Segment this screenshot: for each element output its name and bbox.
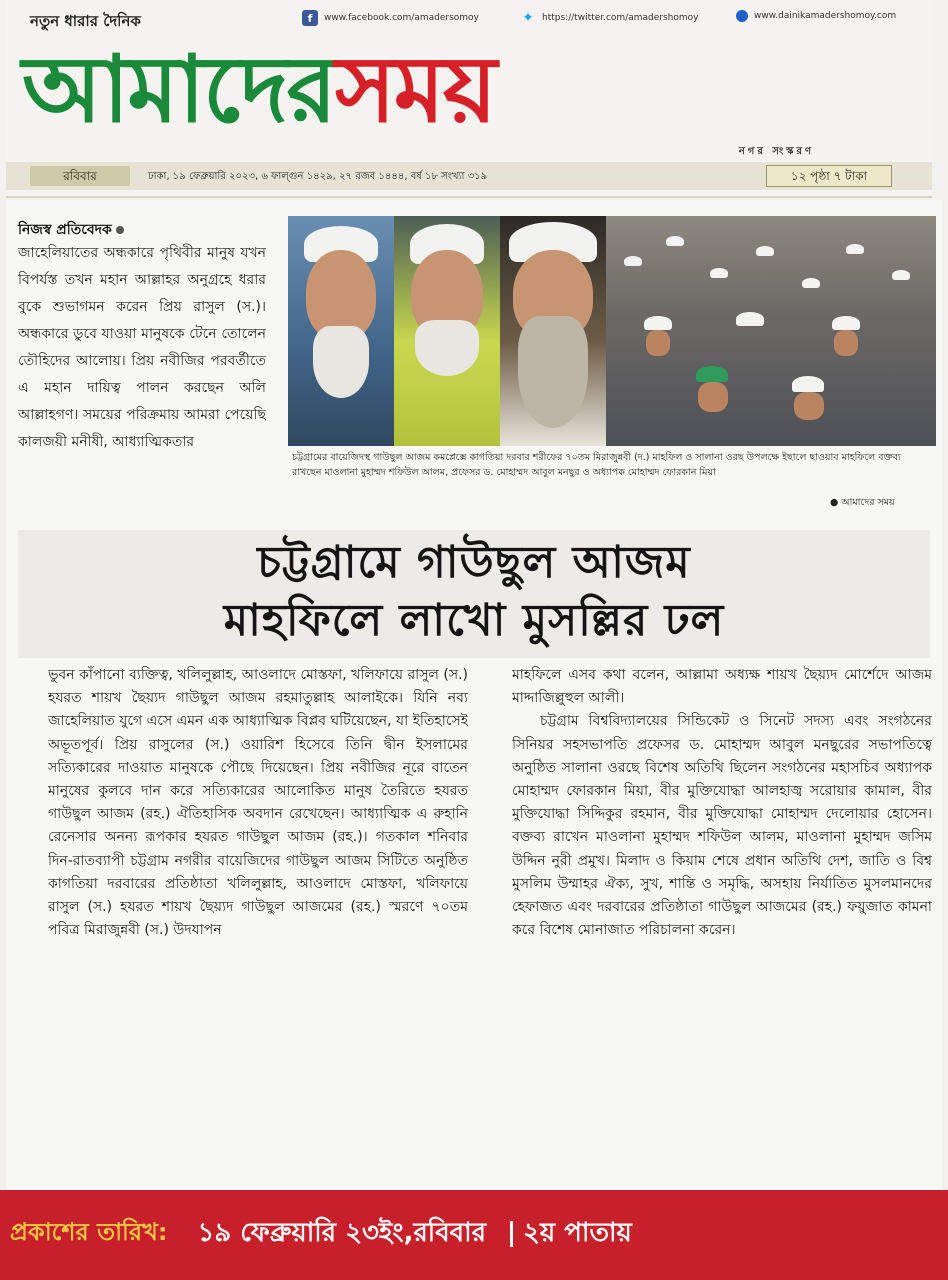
website-link[interactable] [736,10,896,22]
newspaper-title [22,30,926,150]
crowd-cap [710,268,728,278]
lead-paragraph: জাহেলিয়াতের অন্ধকারে পৃথিবীর মানুষ যখন বিপর্যস্ত তখন মহান আল্লাহর অনুগ্রহে ধরার বুকে শুভাগমন করেন প্রিয় রাসুল (স.)। অন্ধকারে ডুবে যাওয়া মানুষকে টেনে তোলেন তৌহিদের আলোয়। প্রিয় নবীজির পরবর্তীতে এ মহান দায়িত্ব পালন করছেন অলি আল্লাহগণ। সময়ের পরিক্রমায় আমরা পেয়েছি কালজয়ী মনীষী, আধ্যাত্মিকতার [18,245,266,450]
dateline-bar [6,162,932,190]
article-clipping [6,200,942,1190]
twitter-icon: ✦ [522,10,534,26]
edition-label: নগর সংস্করণ [738,146,814,157]
website-url: www.dainikamadershomoy.com [754,11,897,21]
title-green-part: আমাদের [22,36,335,143]
body-paragraph: চট্টগ্রাম বিশ্ববিদ্যালয়ের সিন্ডিকেট ও সিনেট সদস্য এবং সংগঠনের সিনিয়র সহসভাপতি প্রফেসর ড. মোহাম্মদ আবুল মনছুরের সভাপতিত্বে অনুষ্ঠিত সালানা ওরছে বিশেষ অতিথি ছিলেন সংগঠনের মহাসচিব অধ্যাপক মোহাম্মদ ফোরকান মিয়া, বীর মুক্তিযোদ্ধা আলহাজ্ব সরোয়ার কামাল, বীর মুক্তিযোদ্ধা সিদ্দিকুর রহমান, বীর মুক্তিযোদ্ধা মোহাম্মদ দেলোয়ার হোসেন। বক্তব্য রাখেন মাওলানা মুহাম্মদ শফিউল আলম, মাওলানা মুহাম্মদ জসিম উদ্দিন নুরী প্রমুখ। মিলাদ ও কিয়াম শেষে প্রধান অতিথি দেশ, জাতি ও বিশ্ব মুসলিম উম্মাহর ঐক্য, সুখ, শান্তি ও সমৃদ্ধি, অসহায় নির্যাতিত মুসলমানদের হেফাজত এবং দরবারের প্রতিষ্ঠাতা গাউছুল আজমের (রহ.) ফয়ুজাত কামনা করে বিশেষ মোনাজাত পরিচালনা করেন। [512,713,932,939]
crowd-face [794,392,824,420]
crowd-face [834,330,858,356]
publication-date-banner [0,1190,948,1280]
tagline: নতুন ধারার দৈনিক [30,12,141,30]
body-paragraph: মাহফিলে এসব কথা বলেন, আল্লামা অধ্যক্ষ শায়খ ছৈয়্যদ মোর্শেদে আজম মাদ্দাজিল্লুহুল আলী। [512,667,932,707]
photo-credit: ● আমাদের সময় [830,497,895,508]
dateline-text: ঢাকা, ১৯ ফেব্রুয়ারি ২০২৩, ৬ ফাল্গুন ১৪২৯, ২৭ রজব ১৪৪৪, বর্ষ ১৮ সংখ্যা ৩১৯ [148,171,488,182]
crowd-cap [802,278,820,288]
byline-text: নিজস্ব প্রতিবেদক [18,222,112,238]
body-column-1 [48,664,468,1176]
price-label: ১২ পৃষ্ঠা ৭ টাকা [766,165,892,187]
masthead [6,0,932,198]
publication-date: ১৯ ফেব্রুয়ারি ২৩ইং,রবিবার [197,1218,486,1248]
crowd-cap [644,316,672,330]
beard-shape [313,326,369,398]
crowd-cap [736,312,764,326]
photo-speaker-3 [500,216,606,446]
crowd-cap [666,236,684,246]
facebook-icon: f [302,10,318,26]
crowd-face [698,382,728,412]
twitter-url: https://twitter.com/amadershomoy [542,13,699,23]
title-red-part: সময় [334,36,496,143]
banner-content [0,1214,948,1254]
crowd-cap [792,376,824,392]
crowd-cap [756,246,774,256]
crowd-cap [832,316,860,330]
crowd-cap [624,256,642,266]
photo-speaker-2 [394,216,500,446]
crowd-face [646,330,670,356]
bullet-icon [116,226,124,234]
photo-crowd [606,216,936,446]
globe-icon [736,10,748,22]
body-column-2 [512,664,932,1176]
publication-label: প্রকাশের তারিখ: [10,1218,168,1246]
headline-line-1: চট্টগ্রামে গাউছুল আজম [257,537,691,588]
headline-line-2: মাহফিলে লাখো মুসল্লির ঢল [223,595,725,646]
photo-caption: চট্টগ্রামের বায়েজিদস্থ গাউছুল আজম কমপ্লেক্সে কাগতিয়া দরবার শরীফের ৭০তম মিরাজুন্নবী (দ.) মাহফিল ও সালানা ওরছ উপলক্ষে ইছালে ছাওয়াব মাহফিলে বক্তব্য রাখছেন মাওলানা মুহাম্মদ শফিউল আলম, প্রফেসর ড. মোহাম্মদ আবুল মনছুর ও অধ্যাপক মোহাম্মদ ফোরকান মিয়া [292,452,901,478]
banner-separator [510,1221,513,1247]
twitter-link[interactable] [520,10,698,26]
headline [18,530,930,658]
byline [18,218,124,242]
crowd-cap [892,270,910,280]
beard-shape [415,320,479,376]
page-reference: ২য় পাতায় [523,1218,632,1248]
photo-strip [288,216,936,446]
photo-speaker-1 [288,216,394,446]
facebook-url: www.facebook.com/amadersomoy [324,13,479,23]
crowd-cap [846,244,864,254]
crowd-cap [696,366,728,382]
body-paragraph: ভুবন কাঁপানো ব্যক্তিত্ব, খলিলুল্লাহ, আওলাদে মোস্তফা, খলিফায়ে রাসুল (স.) হযরত শায়খ ছৈয়্যদ গাউছুল আজম রহমাতুল্লাহ আলাইকে। যিনি নব্য জাহেলিয়াত যুগে এসে এমন এক আধ্যাত্মিক বিপ্লব ঘটিয়েছেন, যা ইতিহাসেই অভূতপূর্ব। প্রিয় রাসুলের (স.) ওয়ারিশ হিসেবে তিনি দ্বীন ইসলামের সত্যিকারের দাওয়াত মানুষকে পৌছে দিয়েছেন। প্রিয় নবীজির নূরে বাতেন মানুষের কুলবে দান করে সত্যিকারের আলোকিত মানুষ তৈরিতে হযরত গাউছুল আজম (রহ.) ঐতিহাসিক অবদান রেখেছেন। আধ্যাত্মিক এ রুহানি রেনেসার অনন্য রূপকার হযরত গাউছুল আজম (রহ.)। গতকাল শনিবার দিন-রাতব্যাপী চট্টগ্রাম নগরীর বায়েজিদের গাউছুল আজম সিটিতে অনুষ্ঠিত কাগতিয়া দরবারের প্রতিষ্ঠাতা খলিলুল্লাহ, আওলাদে মোস্তফা, খলিফায়ে রাসুল (স.) হযরত শায়খ ছৈয়্যদ গাউছুল আজমের (রহ.) স্মরণে ৭০তম পবিত্র মিরাজুন্নবী (স.) উদযাপন [48,667,468,939]
day-label: রবিবার [30,166,130,186]
beard-shape [518,316,588,428]
facebook-link[interactable] [302,10,479,26]
